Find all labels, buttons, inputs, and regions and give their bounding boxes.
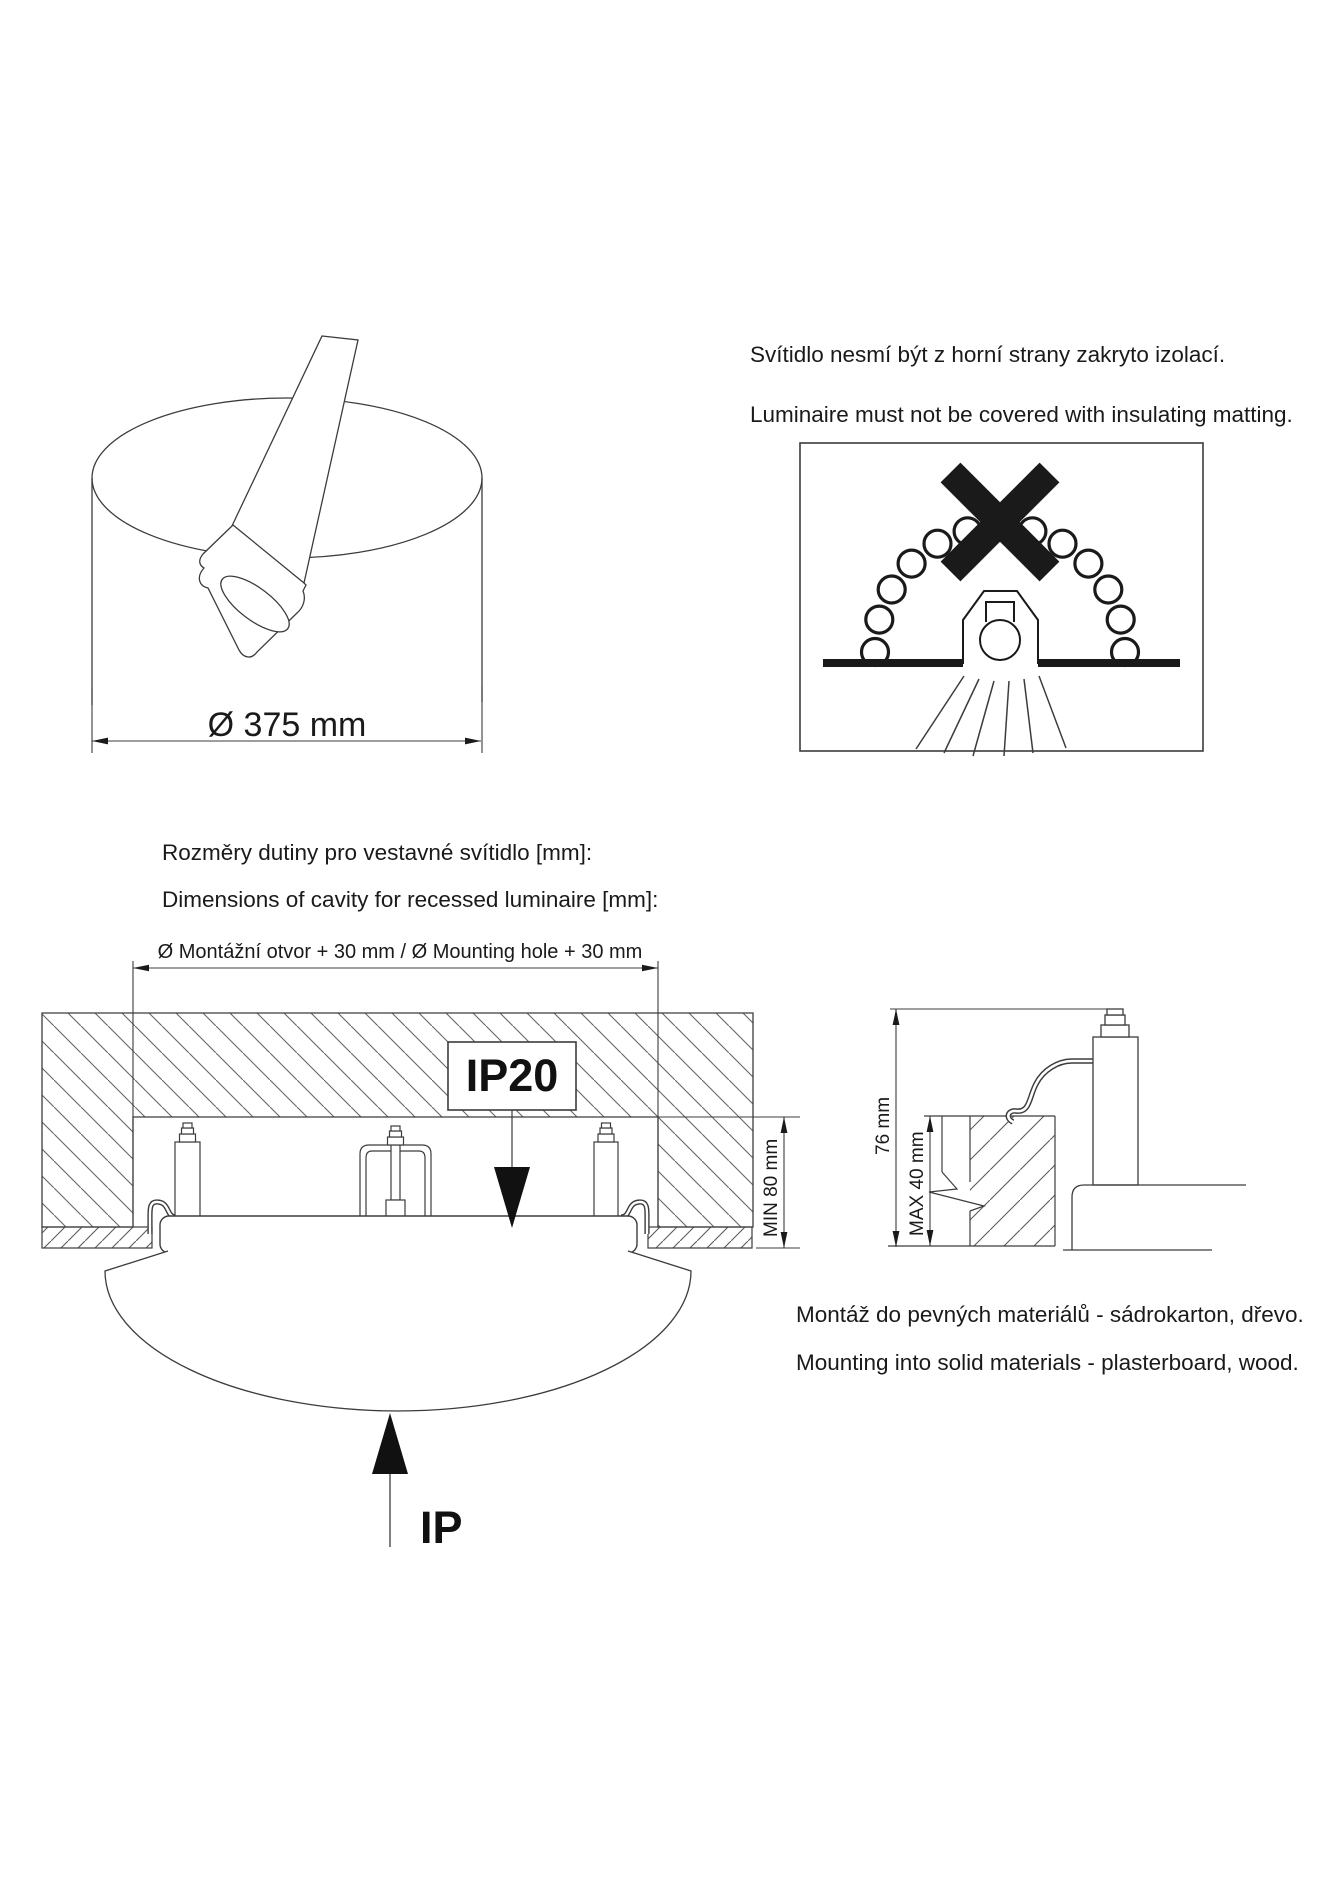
no-insulation-pictogram (800, 443, 1203, 756)
lamp-bulb (980, 620, 1020, 660)
cavity-heading-cz: Rozměry dutiny pro vestavné svítidlo [mm]: (162, 840, 593, 865)
detail-spring-clip (1008, 1061, 1094, 1122)
ceiling-board-right (648, 1227, 752, 1248)
post-right (594, 1123, 618, 1217)
recess-cross-section (42, 961, 800, 1547)
hole-cutting-illustration (92, 336, 482, 753)
luminaire-rim (160, 1216, 637, 1253)
post-left (175, 1123, 200, 1217)
ceiling-board-left (42, 1227, 152, 1248)
min-depth-label: MIN 80 mm (761, 1138, 782, 1237)
glass-dome (105, 1251, 691, 1411)
max-thickness-label: MAX 40 mm (907, 1131, 928, 1236)
detail-post (1093, 1009, 1138, 1185)
mounting-materials-text-cz: Montáž do pevných materiálů - sádrokarton, dřevo. (796, 1302, 1304, 1327)
detail-luminaire-rim (1063, 1185, 1246, 1250)
hole-diameter-label: Ø 375 mm (207, 706, 367, 744)
insulation-warning-text-en: Luminaire must not be covered with insulating matting. (750, 402, 1293, 427)
insulation-warning-text-cz: Svítidlo nesmí být z horní strany zakryto izolací. (750, 342, 1226, 367)
ip-pointer-arrow (372, 1413, 408, 1547)
side-mounting-detail (888, 1009, 1246, 1250)
mounting-materials-text-en: Mounting into solid materials - plasterboard, wood. (796, 1350, 1299, 1375)
ip-arrowhead (372, 1413, 408, 1474)
panel-hatch (970, 1116, 1055, 1246)
handsaw-icon (199, 336, 358, 657)
cavity-heading-en: Dimensions of cavity for recessed luminaire [mm]: (162, 887, 659, 912)
detail-height-label: 76 mm (873, 1096, 894, 1155)
center-bracket (360, 1126, 431, 1217)
ip-arrow-label: IP (420, 1502, 463, 1553)
ip20-badge: IP20 (465, 1050, 559, 1101)
mounting-posts (175, 1123, 618, 1217)
mounting-hole-dimension-label: Ø Montážní otvor + 30 mm / Ø Mounting hole + 30 mm (157, 941, 643, 963)
